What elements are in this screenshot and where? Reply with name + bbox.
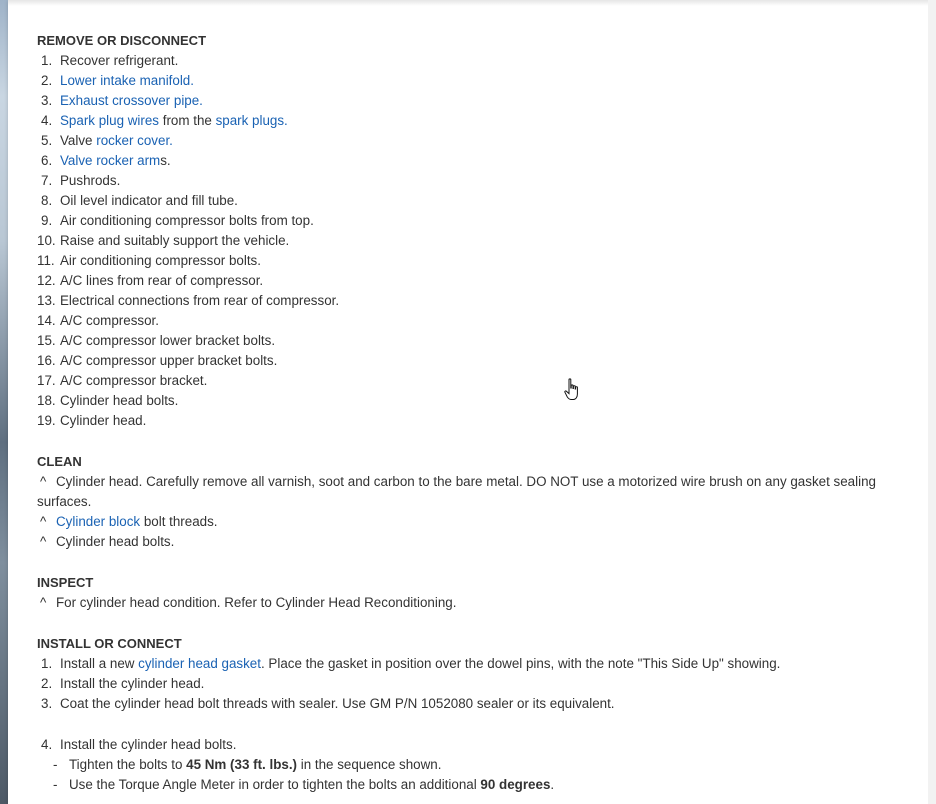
step-number: 3. [41,696,53,711]
step-number: 13. [37,293,56,308]
step-number: 11. [37,253,55,268]
step-text: Coat the cylinder head bolt threads with sealer. Use GM P/N 1052080 sealer or its equivalent. [60,696,615,711]
clean-heading: CLEAN [37,454,82,469]
step-text: from the [159,113,216,128]
bullet-marker: - [53,777,58,792]
bullet-marker: ^ [40,534,47,549]
bullet-marker: ^ [40,595,47,610]
step-number: 3. [41,93,53,108]
step-text: Cylinder head bolts. [56,534,175,549]
clean-items-list [37,472,917,552]
spec-value: 45 Nm (33 ft. lbs.) [186,757,297,772]
remove-heading: REMOVE OR DISCONNECT [37,33,207,48]
step-text: Valve [60,133,97,148]
step-number: 1. [41,656,53,671]
step-text: . [550,777,555,792]
step-text: A/C compressor upper bracket bolts. [60,353,278,368]
step-text: Cylinder head bolts. [60,393,179,408]
install-step-4 [37,735,917,755]
list-item [37,211,917,231]
list-item [37,171,917,191]
install-substeps-list [37,755,917,795]
list-item [37,674,917,694]
step-number: 6. [41,153,53,168]
list-item [37,111,917,131]
step-text: Oil level indicator and fill tube. [60,193,238,208]
step-text: Tighten the bolts to [69,757,187,772]
step-number: 17. [37,373,56,388]
list-item [37,512,917,532]
step-text: Electrical connections from rear of compressor. [60,293,340,308]
bullet-marker: - [53,757,58,772]
step-number: 4. [41,113,53,128]
step-text: Install the cylinder head. [60,676,205,691]
list-item [37,411,917,431]
install-steps-list [37,654,917,714]
step-number: 15. [37,333,56,348]
list-item [37,151,917,171]
remove-steps-list [37,51,917,431]
step-text: A/C lines from rear of compressor. [60,273,264,288]
list-item [37,775,917,795]
background-strip [0,0,8,804]
step-text: s. [160,153,171,168]
list-item [37,291,917,311]
step-text: . Place the gasket in position over the dowel pins, with the note "This Side Up" showing. [260,656,781,671]
step-text: Pushrods. [60,173,121,188]
step-number: 10. [37,233,56,248]
list-item [37,351,917,371]
procedure-link[interactable]: cylinder head gasket [138,656,261,671]
step-text: Cylinder head. Carefully remove all varnish, soot and carbon to the bare metal. DO NOT use a motorized wire brush on any gasket sealing surfaces. [37,474,876,509]
list-item [37,391,917,411]
step-text: Use the Torque Angle Meter in order to tighten the bolts an additional [69,777,481,792]
inspect-heading: INSPECT [37,575,94,590]
list-item [37,755,917,775]
procedure-link[interactable]: Lower intake manifold. [60,73,194,88]
step-text: Air conditioning compressor bolts from top. [60,213,314,228]
procedure-link[interactable]: Spark plug wires [60,113,159,128]
step-text: Install a new [60,656,139,671]
list-item [37,331,917,351]
panel-top-shadow [8,0,928,6]
inspect-items-list [37,593,917,613]
step-number: 2. [41,73,53,88]
hand-pointer-icon [564,378,582,402]
procedure-link[interactable]: spark plugs. [215,113,288,128]
step-number: 1. [41,53,53,68]
step-number: 4. [41,737,53,752]
procedure-link[interactable]: Valve rocker arm [60,153,161,168]
procedure-content [37,31,917,795]
list-item [37,371,917,391]
list-item [37,231,917,251]
install-heading: INSTALL OR CONNECT [37,636,182,651]
bullet-marker: ^ [40,474,47,489]
step-number: 9. [41,213,53,228]
step-text: bolt threads. [140,514,218,529]
step-text: Recover refrigerant. [60,53,179,68]
step-number: 7. [41,173,53,188]
list-item [37,271,917,291]
spec-value: 90 degrees [480,777,551,792]
step-number: 16. [37,353,56,368]
list-item [37,51,917,71]
list-item [37,311,917,331]
step-text: A/C compressor. [60,313,159,328]
step-number: 12. [37,273,56,288]
list-item [37,251,917,271]
list-item [37,71,917,91]
bullet-marker: ^ [40,514,47,529]
step-text: in the sequence shown. [297,757,442,772]
step-number: 18. [37,393,56,408]
step-number: 8. [41,193,53,208]
step-number: 14. [37,313,56,328]
list-item [37,91,917,111]
step-text: Install the cylinder head bolts. [60,737,237,752]
step-text: Cylinder head. [60,413,147,428]
step-number: 2. [41,676,53,691]
list-item [37,131,917,151]
list-item [37,472,917,512]
procedure-link[interactable]: Cylinder block [56,514,141,529]
step-number: 19. [37,413,56,428]
list-item [37,593,917,613]
step-text: For cylinder head condition. Refer to Cylinder Head Reconditioning. [56,595,457,610]
step-text: Air conditioning compressor bolts. [60,253,261,268]
step-text: A/C compressor bracket. [60,373,208,388]
procedure-link[interactable]: Exhaust crossover pipe. [60,93,203,108]
scrollbar-track[interactable] [928,0,936,804]
list-item [37,532,917,552]
list-item [37,654,917,674]
procedure-link[interactable]: rocker cover. [96,133,173,148]
step-text: A/C compressor lower bracket bolts. [60,333,276,348]
step-text: Raise and suitably support the vehicle. [60,233,290,248]
list-item [37,191,917,211]
list-item [37,694,917,714]
step-number: 5. [41,133,53,148]
